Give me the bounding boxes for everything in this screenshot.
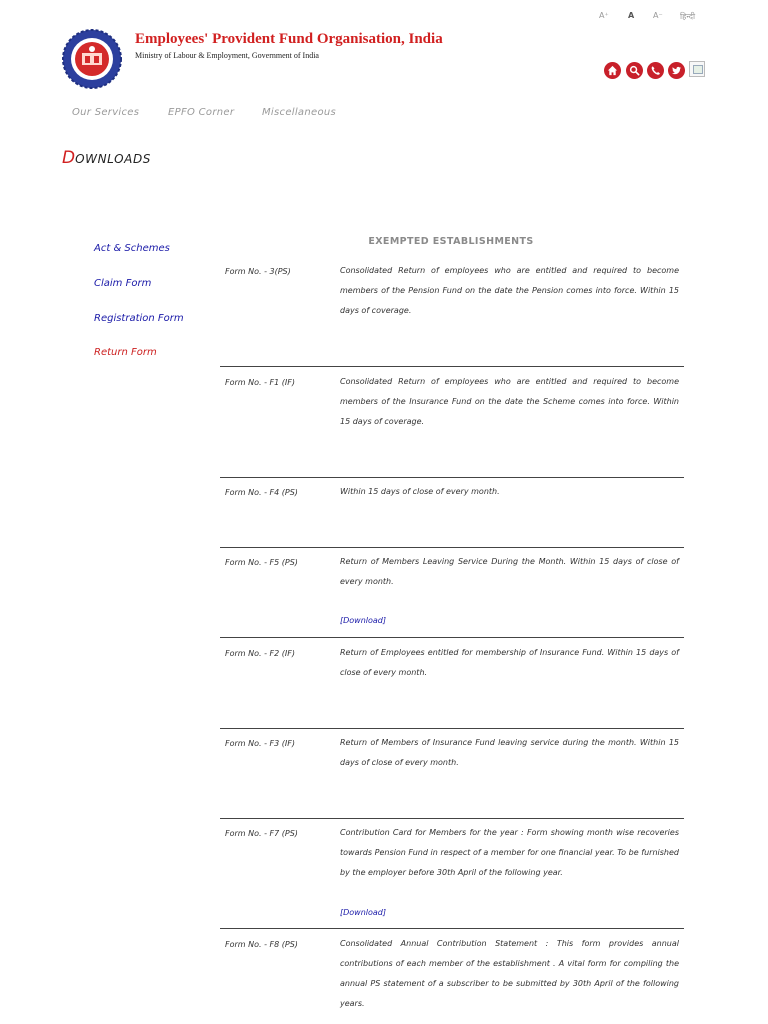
form-description: Return of Members of Insurance Fund leaving service during the month. Within 15 days of close of every month.	[340, 738, 679, 767]
twitter-icon[interactable]	[668, 62, 685, 79]
form-description: Return of Employees entitled for membership of Insurance Fund. Within 15 days of close of every month.	[340, 648, 679, 677]
form-number: Form No. - F7 (PS)	[225, 829, 298, 838]
sidebar-item-registration-form[interactable]: Registration Form	[94, 313, 184, 324]
home-icon[interactable]	[604, 62, 621, 79]
nav-epfo-corner[interactable]: EPFO Corner	[168, 107, 235, 118]
form-number: Form No. - F4 (PS)	[225, 488, 298, 497]
form-description: Consolidated Annual Contribution Statement : This form provides annual contributions of each member of the establishment . A vital form for compiling the annual PS statement of a subscriber to be submitted by 30th April of the following years.	[340, 939, 679, 1008]
sidebar-item-return-form[interactable]: Return Form	[94, 347, 157, 358]
table-row	[220, 826, 684, 929]
section-title: EXEMPTED ESTABLISHMENTS	[368, 236, 534, 247]
form-description: Contribution Card for Members for the year : Form showing month wise recoveries towards Pension Fund in respect of a member for one financial year. To be furnished by the employer before 30th April of the following year.	[340, 828, 679, 877]
table-row	[220, 937, 684, 1024]
form-description: Return of Members Leaving Service During the Month. Within 15 days of close of every month.	[340, 557, 679, 586]
table-row	[220, 646, 684, 729]
language-toggle-link[interactable]: हिन्दी	[680, 12, 696, 21]
font-normal-button[interactable]: A	[628, 11, 635, 20]
form-description: Consolidated Return of employees who are entitled and required to become members of the Insurance Fund on the date the Scheme comes into force. Within 15 days of coverage.	[340, 377, 679, 426]
page-title-rest: OWNLOADS	[75, 152, 152, 166]
search-icon[interactable]	[626, 62, 643, 79]
phone-icon[interactable]	[647, 62, 664, 79]
table-row	[220, 736, 684, 819]
table-row	[220, 555, 684, 638]
table-row	[220, 375, 684, 478]
page-title	[62, 148, 151, 168]
form-description: Consolidated Return of employees who are entitled and required to become members of the Pension Fund on the date the Pension comes into force. Within 15 days of coverage.	[340, 266, 679, 315]
download-link[interactable]: [Download]	[340, 908, 387, 917]
nav-our-services[interactable]: Our Services	[72, 107, 140, 118]
broken-image-icon[interactable]	[689, 61, 705, 77]
download-link[interactable]: [Download]	[340, 616, 387, 625]
form-number: Form No. - 3(PS)	[225, 267, 291, 276]
form-number: Form No. - F3 (IF)	[225, 739, 295, 748]
form-number: Form No. - F5 (PS)	[225, 558, 298, 567]
table-row	[220, 264, 684, 367]
table-row	[220, 485, 684, 548]
nav-miscellaneous[interactable]: Miscellaneous	[262, 107, 337, 118]
form-number: Form No. - F8 (PS)	[225, 940, 298, 949]
sidebar-item-act-schemes[interactable]: Act & Schemes	[94, 243, 170, 254]
form-description: Within 15 days of close of every month.	[340, 487, 500, 496]
font-increase-button[interactable]: A⁺	[599, 11, 609, 20]
org-subtitle: Ministry of Labour & Employment, Government of India	[135, 51, 319, 60]
org-title: Employees' Provident Fund Organisation, India	[135, 31, 443, 47]
font-decrease-button[interactable]: A⁻	[653, 11, 663, 20]
epfo-logo[interactable]	[62, 29, 122, 89]
form-number: Form No. - F2 (IF)	[225, 649, 295, 658]
sidebar-item-claim-form[interactable]: Claim Form	[94, 278, 152, 289]
form-number: Form No. - F1 (IF)	[225, 378, 295, 387]
page-title-initial: D	[62, 148, 76, 168]
